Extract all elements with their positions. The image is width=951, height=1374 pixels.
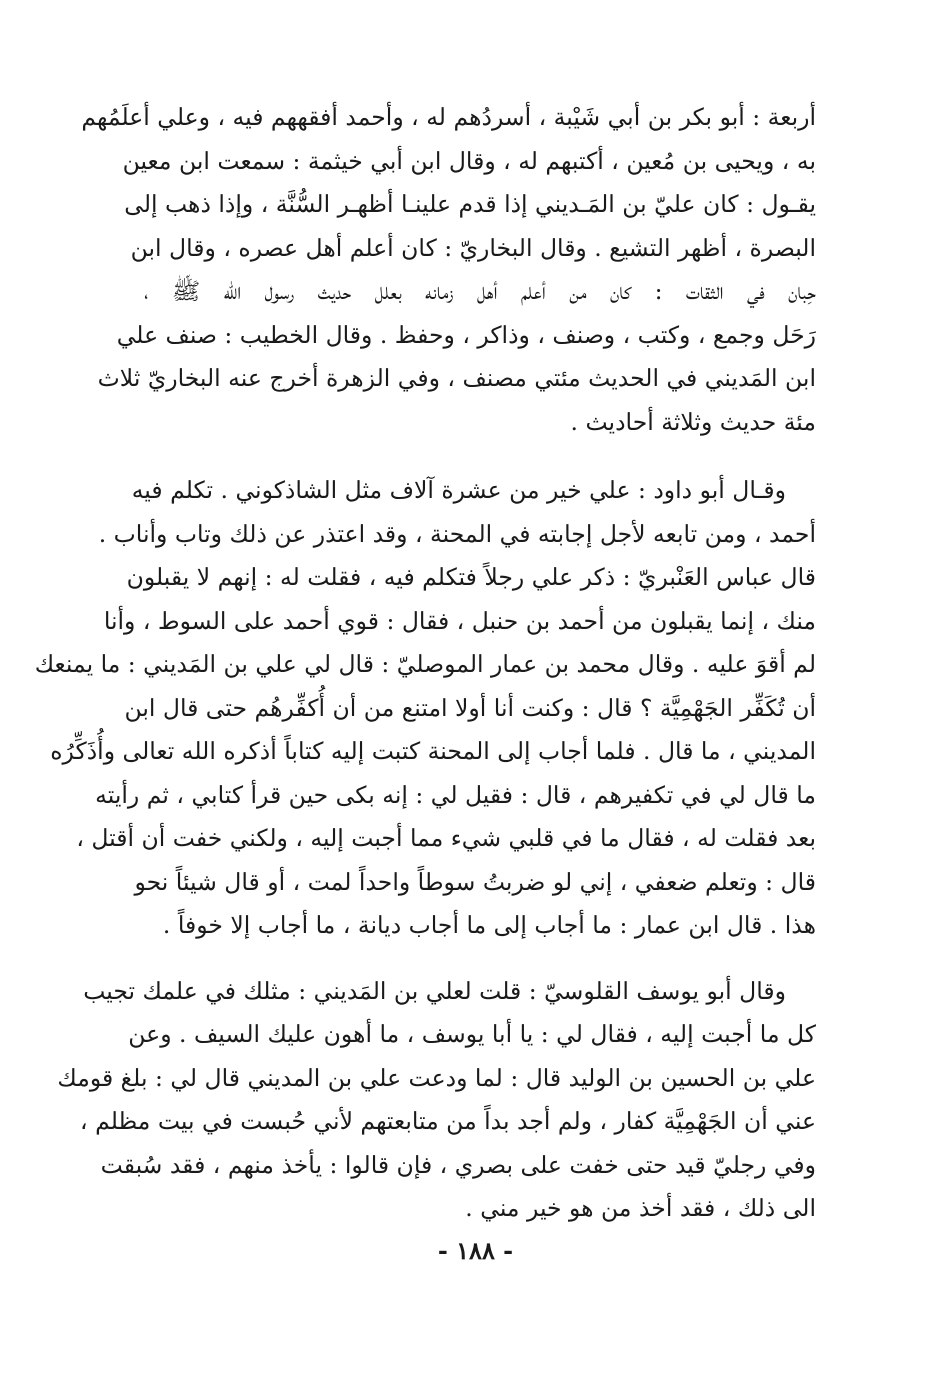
text-line: أحمد ، ومن تابعه لأجل إجابته في المحنة ، وقد اعتذر عن ذلك وتاب وأناب . (98, 519, 816, 548)
text-line: منك ، إنما يقبلون من أحمد بن حنبل ، فقال : قوي أحمد على السوط ، وأنا (103, 606, 816, 635)
page-text (34, 96, 816, 1231)
text-line: أن تُكَفِّر الجَهْمِيَّة ؟ قال : وكنت أنا أولا امتنع من أن أُكفِّرهُم حتى قال ابن (124, 693, 816, 722)
text-line: به ، ويحيى بن مُعين ، أكتبهم له ، وقال ابن أبي خيثمة : سمعت ابن معين (122, 146, 816, 175)
text-line: عني أن الجَهْمِيَّة كفار ، ولم أجد بداً من متابعتهم لأني حُبست في بيت مظلم ، (80, 1107, 816, 1135)
text-line: علي بن الحسين بن الوليد قال : لما ودعت علي بن المديني قال لي : بلغ قومك (57, 1063, 816, 1092)
text-line: حِبان في الثقات : كان من أعلم أهل زمانه بعلل حديث رسول الله ﷺ ، (144, 277, 816, 305)
text-line: بعد فقلت له ، فقال ما في قلبي شيء مما أجبت إليه ، ولكني خفت أن أقتل ، (76, 824, 816, 852)
text-line: كل ما أجبت إليه ، فقال لي : يا أبا يوسف ، ما أهون عليك السيف . وعن (128, 1020, 816, 1048)
text-line: قال : وتعلم ضعفي ، إني لو ضربتُ سوطاً واحداً لمت ، أو قال شيئاً نحو (134, 867, 816, 896)
text-line: المديني ، ما قال . فلما أجاب إلى المحنة كتبت إليه كتاباً أذكره الله تعالى وأُذَكِّرُه (50, 737, 816, 765)
text-line: وقـال أبو داود : علي خير من عشرة آلاف مثل الشاذكوني . تكلم فيه (131, 476, 786, 504)
text-line: لم أقوَ عليه . وقال محمد بن عمار الموصليّ : قال لي علي بن المَديني : ما يمنعك (34, 650, 816, 678)
paragraph-2 (34, 469, 816, 948)
text-line: رَحَل وجمع ، وكتب ، وصنف ، وذاكر ، وحفظ . وقال الخطيب : صنف علي (116, 320, 816, 349)
text-line: مئة حديث وثلاثة أحاديث . (570, 407, 816, 436)
text-line: البصرة ، أظهر التشيع . وقال البخاريّ : كان أعلم أهل عصره ، وقال ابن (130, 233, 816, 262)
text-line: ابن المَديني في الحديث مئتي مصنف ، وفي الزهرة أخرج عنه البخاريّ ثلاث (97, 364, 816, 392)
paragraph-1 (81, 96, 816, 444)
text-line: قال عباس العَنْبريّ : ذكر علي رجلاً فتكلم فيه ، فقلت له : إنهم لا يقبلون (126, 563, 816, 591)
text-line: هذا . قال ابن عمار : ما أجاب إلى ما أجاب ديانة ، ما أجاب إلا خوفاً . (162, 911, 816, 939)
text-line: وقال أبو يوسف القلوسيّ : قلت لعلي بن المَديني : مثلك في علمك تجيب (83, 976, 786, 1005)
paragraph-3 (57, 970, 816, 1231)
page-number: - ١٨٨ - (437, 1236, 514, 1265)
text-line: ما قال لي في تكفيرهم ، قال : فقيل لي : إنه بكى حين قرأ كتابي ، ثم رأيته (95, 780, 816, 809)
text-line: أربعة : أبو بكر بن أبي شَيْبة ، أسردُهم له ، وأحمد أفقههم فيه ، وعلي أعلَمُهم (81, 103, 816, 131)
text-line: وفي رجليّ قيد حتى خفت على بصري ، فإن قالوا : يأخذ منهم ، فقد سُبقت (100, 1150, 816, 1179)
text-line: يقـول : كان عليّ بن المَـديني إذا قدم علينـا أظهـر السُّنَّة ، وإذا ذهب إلى (124, 190, 816, 218)
text-line: الى ذلك ، فقد أخذ من هو خير مني . (465, 1194, 816, 1222)
